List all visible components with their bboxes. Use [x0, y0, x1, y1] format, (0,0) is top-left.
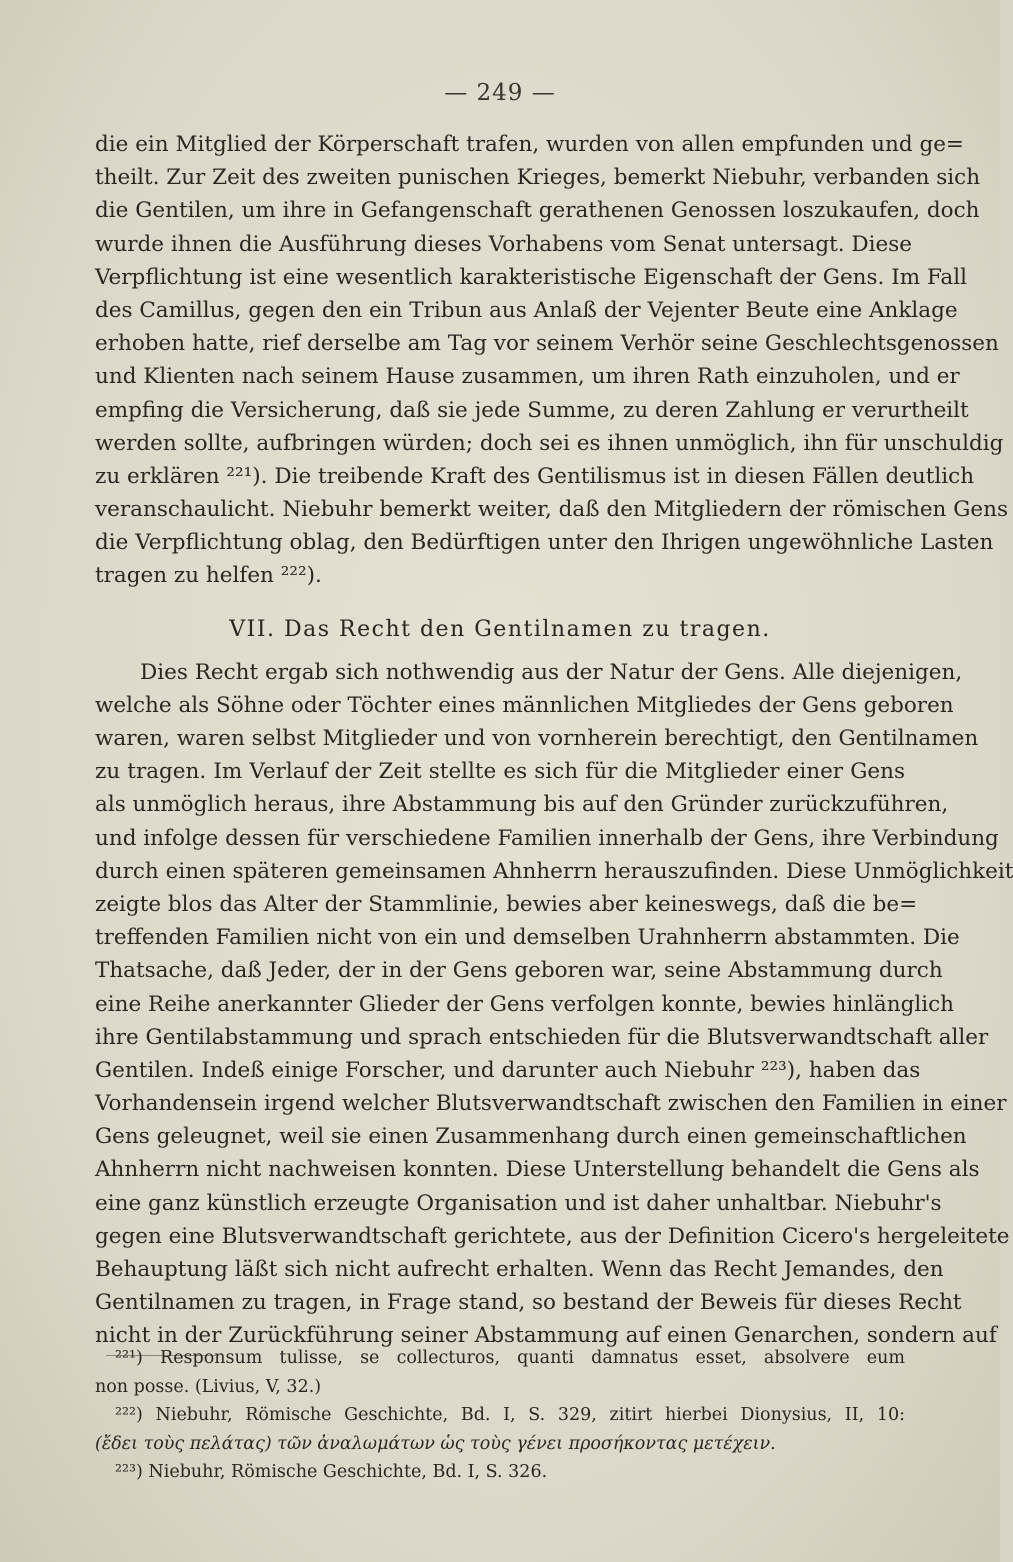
text-line: Gentilen. Indeß einige Forscher, und darunter auch Niebuhr ²²³), haben das: [95, 1057, 921, 1083]
text-line: die ein Mitglied der Körperschaft trafen, wurden von allen empfunden und ge=: [95, 132, 964, 157]
text-line: durch einen späteren gemeinsamen Ahnherrn herauszufinden. Diese Unmöglichkeit: [95, 858, 1013, 884]
text-line: die Gentilen, um ihre in Gefangenschaft gerathenen Genossen loszukaufen, doch: [95, 198, 980, 224]
text-line: theilt. Zur Zeit des zweiten punischen Krieges, bemerkt Niebuhr, verbanden sich: [95, 165, 981, 191]
text-line: treffenden Familien nicht von ein und demselben Urahnherrn abstammten. Die: [95, 925, 960, 951]
text-line: als unmöglich heraus, ihre Abstammung bis auf den Gründer zurückzuführen,: [95, 792, 949, 818]
text-line: eine Reihe anerkannter Glieder der Gens verfolgen konnte, bewies hinlänglich: [95, 991, 955, 1017]
footnote-line: (ἔδει τοὺς πελάτας) τῶν ἀναλωμάτων ὡς τοὺς γένει προσήκοντας μετέχειν.: [95, 1433, 776, 1454]
text-line: und Klienten nach seinem Hause zusammen, um ihren Rath einzuholen, und er: [95, 364, 960, 390]
footnote-line: non posse. (Livius, V, 32.): [95, 1376, 322, 1397]
text-line: tragen zu helfen ²²²).: [95, 563, 322, 589]
text-line: zu erklären ²²¹). Die treibende Kraft des Gentilismus ist in diesen Fällen deutlich: [95, 463, 975, 489]
text-line: empfing die Versicherung, daß sie jede Summe, zu deren Zahlung er verurtheilt: [95, 397, 969, 423]
text-line: waren, waren selbst Mitglieder und von vornherein berechtigt, den Gentilnamen: [95, 726, 979, 751]
text-line: werden sollte, aufbringen würden; doch sei es ihnen unmöglich, ihn für unschuldig: [95, 430, 1004, 456]
text-line: Thatsache, daß Jeder, der in der Gens geboren war, seine Abstammung durch: [95, 958, 943, 984]
body-text: [95, 128, 1013, 1353]
footnote-line: ²²²) Niebuhr, Römische Geschichte, Bd. I, S. 329, zitirt hierbei Dionysius, II, 10:: [115, 1405, 905, 1425]
text-line: Gens geleugnet, weil sie einen Zusammenhang durch einen gemeinschaftlichen: [95, 1124, 967, 1150]
text-line: eine ganz künstlich erzeugte Organisation und ist daher unhaltbar. Niebuhr's: [95, 1190, 942, 1216]
text-line: wurde ihnen die Ausführung dieses Vorhabens vom Senat untersagt. Diese: [95, 231, 913, 257]
text-line: erhoben hatte, rief derselbe am Tag vor seinem Verhör seine Geschlechtsgenossen: [95, 331, 999, 357]
text-line: gegen eine Blutsverwandtschaft gerichtete, aus der Definition Cicero's hergeleitete: [95, 1223, 1010, 1249]
footnote-line: ²²³) Niebuhr, Römische Geschichte, Bd. I, S. 326.: [115, 1462, 548, 1482]
text-line: Verpflichtung ist eine wesentlich karakteristische Eigenschaft der Gens. Im Fall: [95, 264, 967, 290]
text-line: nicht in der Zurückführung seiner Abstammung auf einen Genarchen, sondern auf: [95, 1323, 997, 1349]
text-line: welche als Söhne oder Töchter eines männlichen Mitgliedes der Gens geboren: [95, 692, 954, 718]
text-line: ihre Gentilabstammung und sprach entschieden für die Blutsverwandtschaft aller: [95, 1024, 989, 1050]
text-line: Behauptung läßt sich nicht aufrecht erhalten. Wenn das Recht Jemandes, den: [95, 1257, 944, 1282]
text-line: Vorhandensein irgend welcher Blutsverwandtschaft zwischen den Familien in einer: [95, 1091, 1007, 1117]
section-heading: VII. Das Recht den Gentilnamen zu tragen.: [229, 616, 771, 642]
text-line: zu tragen. Im Verlauf der Zeit stellte es sich für die Mitglieder einer Gens: [95, 759, 905, 785]
text-line: Dies Recht ergab sich nothwendig aus der Natur der Gens. Alle diejenigen,: [140, 659, 963, 685]
text-line: des Camillus, gegen den ein Tribun aus Anlaß der Vejenter Beute eine Anklage: [95, 297, 958, 323]
footnotes: [95, 1344, 905, 1487]
text-line: veranschaulicht. Niebuhr bemerkt weiter, daß den Mitgliedern der römischen Gens: [95, 497, 1009, 523]
text-line: Ahnherrn nicht nachweisen konnten. Diese Unterstellung behandelt die Gens als: [95, 1157, 980, 1183]
page-number: — 249 —: [444, 80, 556, 106]
text-line: Gentilnamen zu tragen, in Frage stand, so bestand der Beweis für dieses Recht: [95, 1290, 962, 1316]
text-line: und infolge dessen für verschiedene Familien innerhalb der Gens, ihre Verbindung: [95, 825, 999, 851]
footnote-line: ²²¹) Responsum tulisse, se collecturos, quanti damnatus esset, absolvere eum: [115, 1348, 905, 1368]
text-line: zeigte blos das Alter der Stammlinie, bewies aber keineswegs, daß die be=: [95, 891, 918, 917]
text-line: die Verpflichtung oblag, den Bedürftigen unter den Ihrigen ungewöhnliche Lasten: [95, 530, 994, 556]
